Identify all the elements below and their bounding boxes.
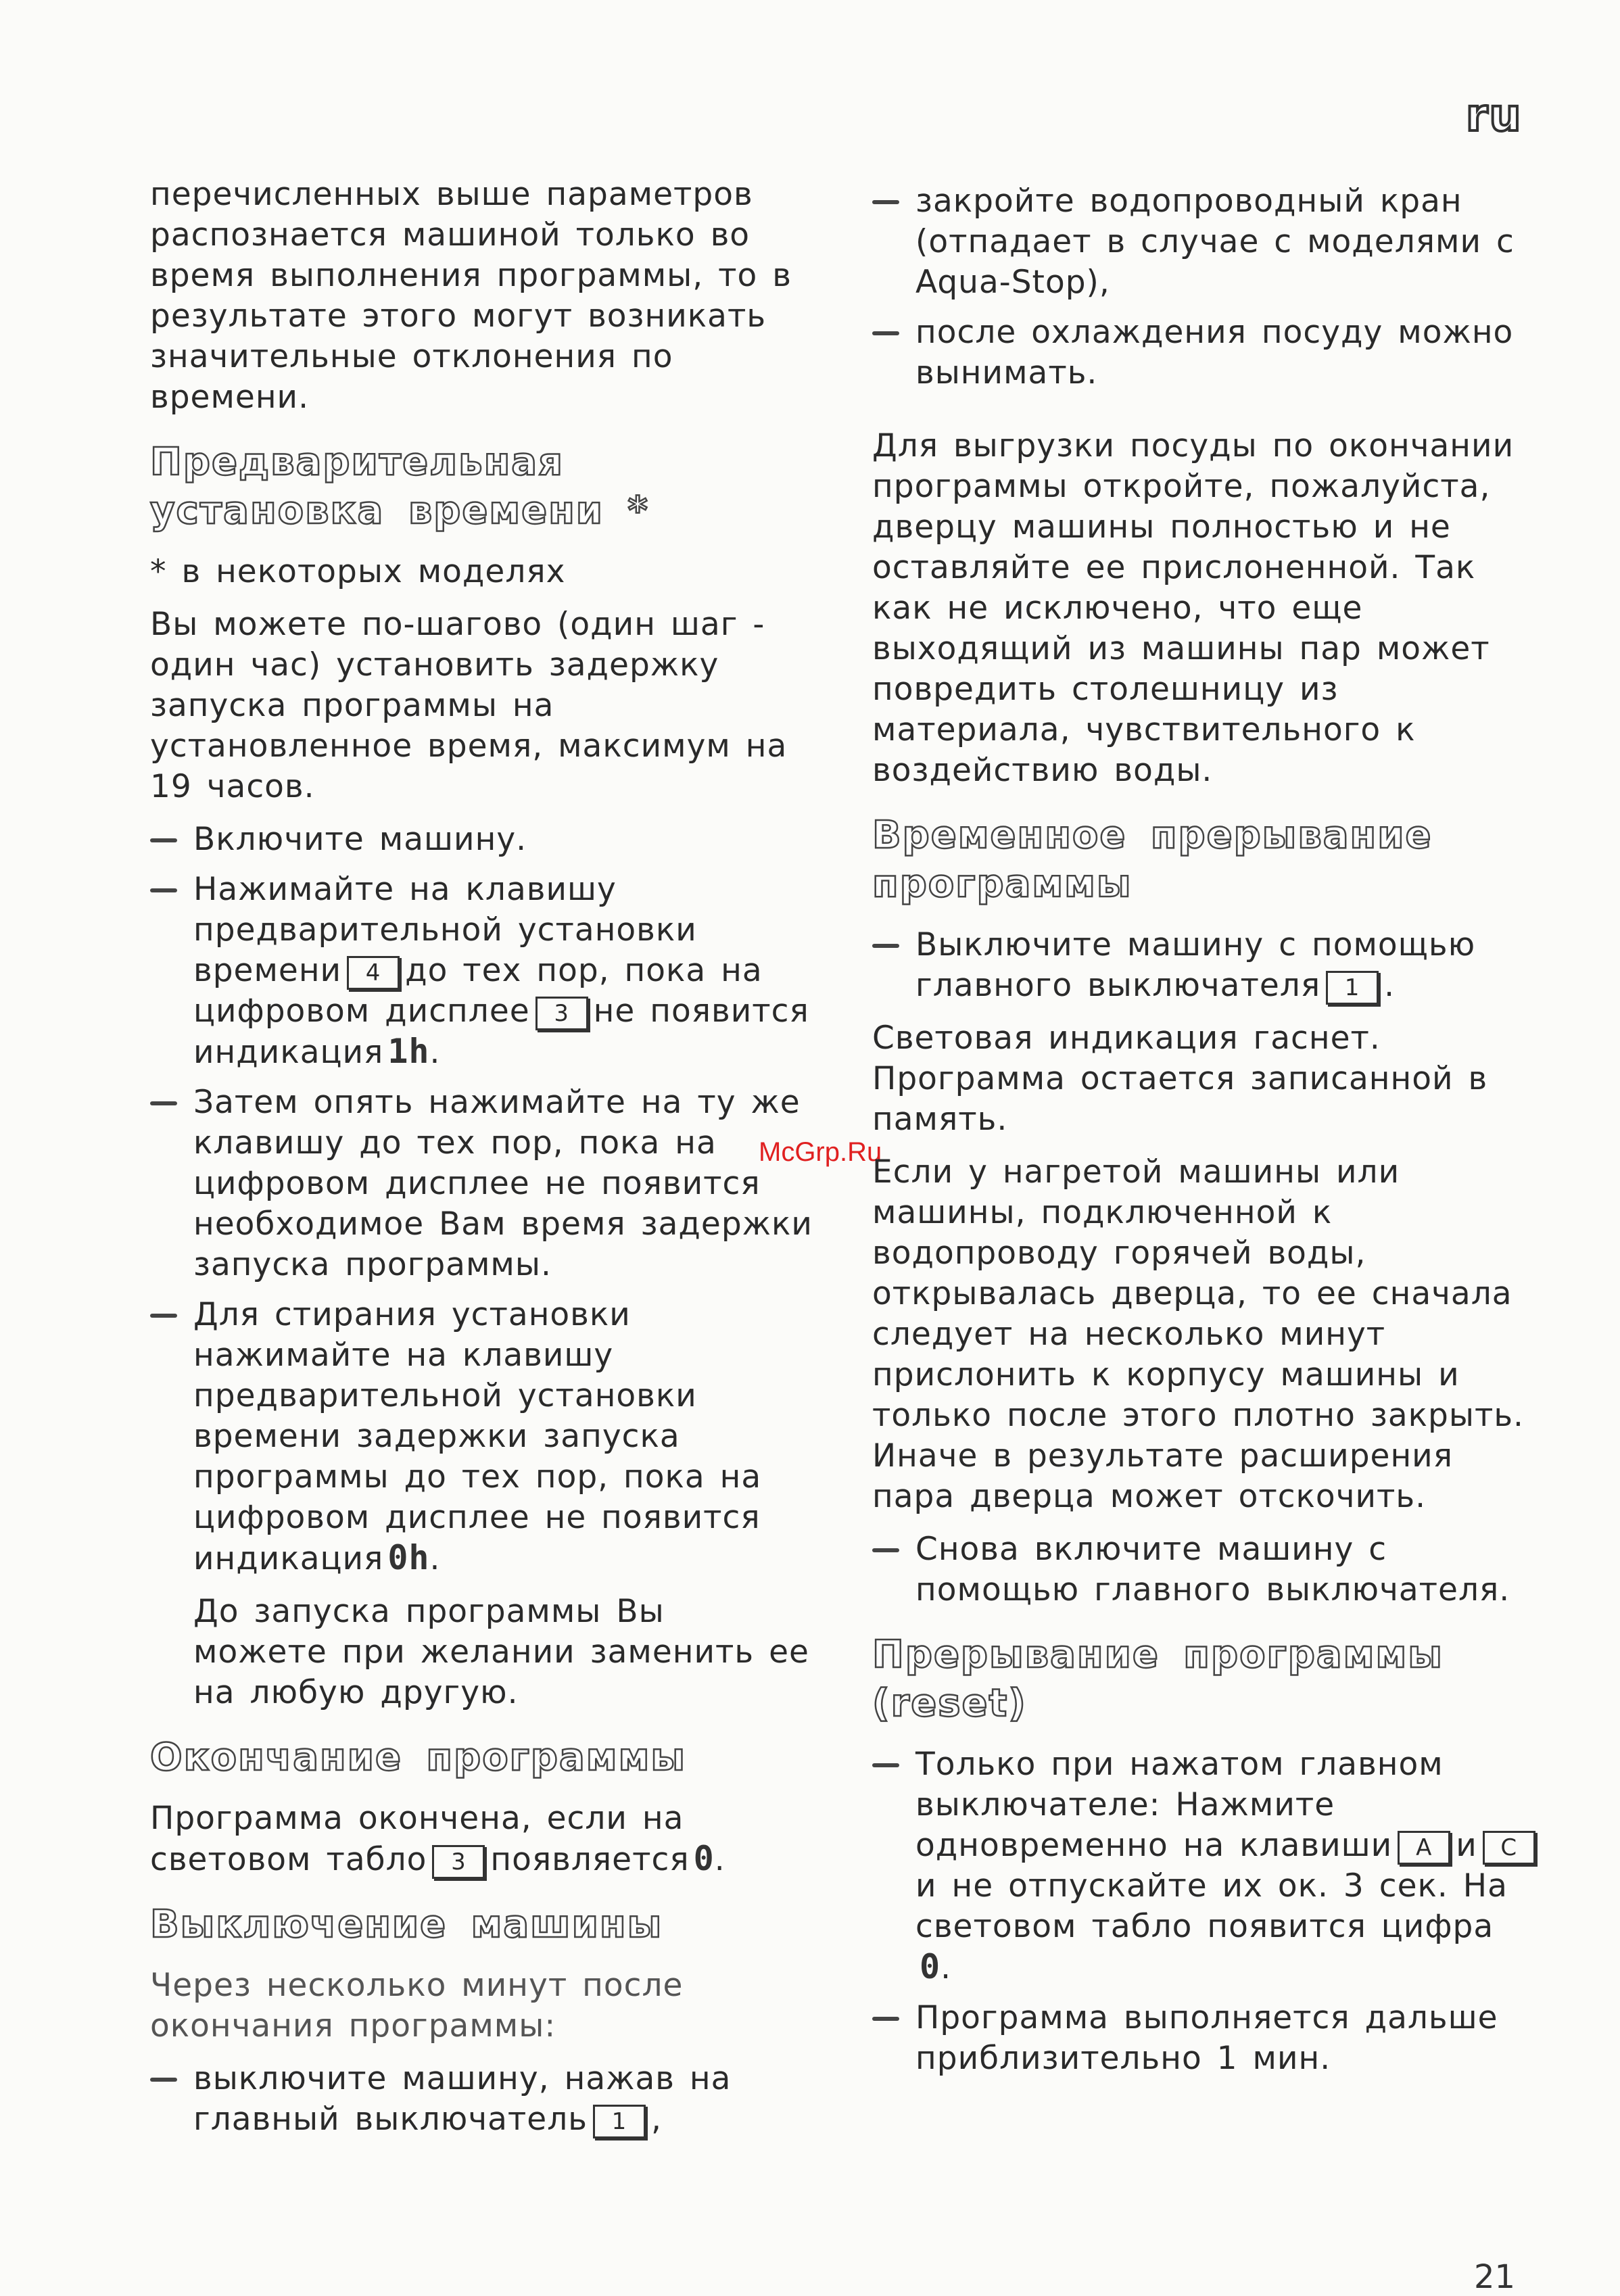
dash-icon xyxy=(872,200,899,204)
pause-heading: Временное прерывание программы xyxy=(872,813,1433,906)
reset-heading: Прерывание программы (reset) xyxy=(872,1633,1444,1725)
dash-icon xyxy=(150,1101,177,1105)
display-3-icon: 3 xyxy=(535,997,588,1030)
display-3-icon: 3 xyxy=(432,1845,485,1879)
page-number: 21 xyxy=(1474,2258,1516,2296)
delay-after: До запуска программы Вы можете при желании заменить ее на любую другую. xyxy=(193,1593,809,1711)
delay-steps xyxy=(150,819,813,1579)
dash-icon xyxy=(872,1548,899,1552)
off-steps-continued xyxy=(872,181,1542,393)
dash-icon xyxy=(150,838,177,842)
end-paragraph: Программа окончена, если на световом табло 3 появляется 0. xyxy=(150,1800,725,1878)
end-heading: Окончание программы xyxy=(150,1736,686,1779)
pause-steps-2 xyxy=(872,1529,1542,1610)
language-code: ru xyxy=(1466,89,1523,141)
list-item: Снова включите машину с помощью главного выключателя. xyxy=(872,1529,1542,1610)
list-item: Затем опять нажимайте на ту же клавишу до тех пор, пока на цифровом дисплее не появится необходимое Вам время задержки запуска программы. xyxy=(150,1082,813,1285)
list-item: после охлаждения посуду можно вынимать. xyxy=(872,312,1542,393)
dash-icon xyxy=(872,944,899,948)
delay-heading: Предварительная установка времени * xyxy=(150,440,649,533)
right-column xyxy=(872,181,1542,2091)
list-item: Только при нажатом главном выключателе: Нажмите одновременно на клавиши A и Cи не отпускайте их ок. 3 сек. На световом табло появится цифра 0. xyxy=(872,1744,1542,1988)
dash-icon xyxy=(150,2078,177,2082)
left-column xyxy=(150,174,813,2152)
display-0-icon: 0 xyxy=(920,1947,941,1986)
list-item: Нажимайте на клавишу предварительной установки времени 4 до тех пор, пока на цифровом дисплее 3 не появится индикация 1h. xyxy=(150,869,813,1073)
list-item: Программа выполняется дальше приблизительно 1 мин. xyxy=(872,1998,1542,2079)
key-c-icon: C xyxy=(1483,1831,1535,1865)
off-steps xyxy=(150,2059,813,2140)
intro-paragraph: перечисленных выше параметров распознается машиной только во время выполнения программы, то в результате этого могут возникать значительные отклонения по времени. xyxy=(150,176,792,416)
key-4-icon: 4 xyxy=(347,956,400,990)
watermark: McGrp.Ru xyxy=(759,1137,882,1167)
main-switch-key-icon: 1 xyxy=(593,2105,646,2138)
list-item: Для стирания установки нажимайте на клавишу предварительной установки времени задержки запуска программы до тех пор, пока на цифровом дисплее не появится индикация 0h. xyxy=(150,1295,813,1579)
display-1h-icon: 1h xyxy=(387,1032,430,1071)
display-0-icon: 0 xyxy=(693,1839,715,1878)
display-0h-icon: 0h xyxy=(387,1538,430,1577)
dash-icon xyxy=(150,1314,177,1318)
delay-paragraph: Вы можете по-шагово (один шаг - один час) установить задержку запуска программы на установленное время, максимум на 19 часов. xyxy=(150,606,788,805)
main-switch-key-icon: 1 xyxy=(1326,971,1379,1005)
pause-steps xyxy=(872,925,1542,1006)
list-item: выключите машину, нажав на главный выключатель 1 , xyxy=(150,2059,813,2140)
list-item: закройте водопроводный кран (отпадает в случае с моделями с Aqua-Stop), xyxy=(872,181,1542,303)
off-paragraph: Через несколько минут после окончания программы: xyxy=(150,1967,684,2044)
dash-icon xyxy=(872,331,899,335)
dash-icon xyxy=(872,2017,899,2021)
delay-note: * в некоторых моделях xyxy=(150,553,566,590)
key-a-icon: A xyxy=(1398,1831,1450,1865)
list-item: Включите машину. xyxy=(150,819,813,860)
dash-icon xyxy=(872,1763,899,1767)
unload-paragraph: Для выгрузки посуды по окончании программы откройте, пожалуйста, дверцу машины полностью и не оставляйте ее прислоненной. Так как не исключено, что еще выходящий из машины пар может повредить столешницу из материала, чувствительного к воздействию воды. xyxy=(872,427,1515,789)
off-heading: Выключение машины xyxy=(150,1903,663,1946)
reset-steps xyxy=(872,1744,1542,2079)
pause-paragraph-2: Если у нагретой машины или машины, подключенной к водопроводу горячей воды, открывалась дверца, то ее сначала следует на несколько минут прислонить к корпусу машины и только после этого плотно закрыть. Иначе в результате расширения пара дверца может отскочить. xyxy=(872,1153,1524,1515)
dash-icon xyxy=(150,888,177,892)
pause-paragraph-1: Световая индикация гаснет. Программа остается записанной в память. xyxy=(872,1020,1488,1138)
list-item: Выключите машину с помощью главного выключателя 1 . xyxy=(872,925,1542,1006)
